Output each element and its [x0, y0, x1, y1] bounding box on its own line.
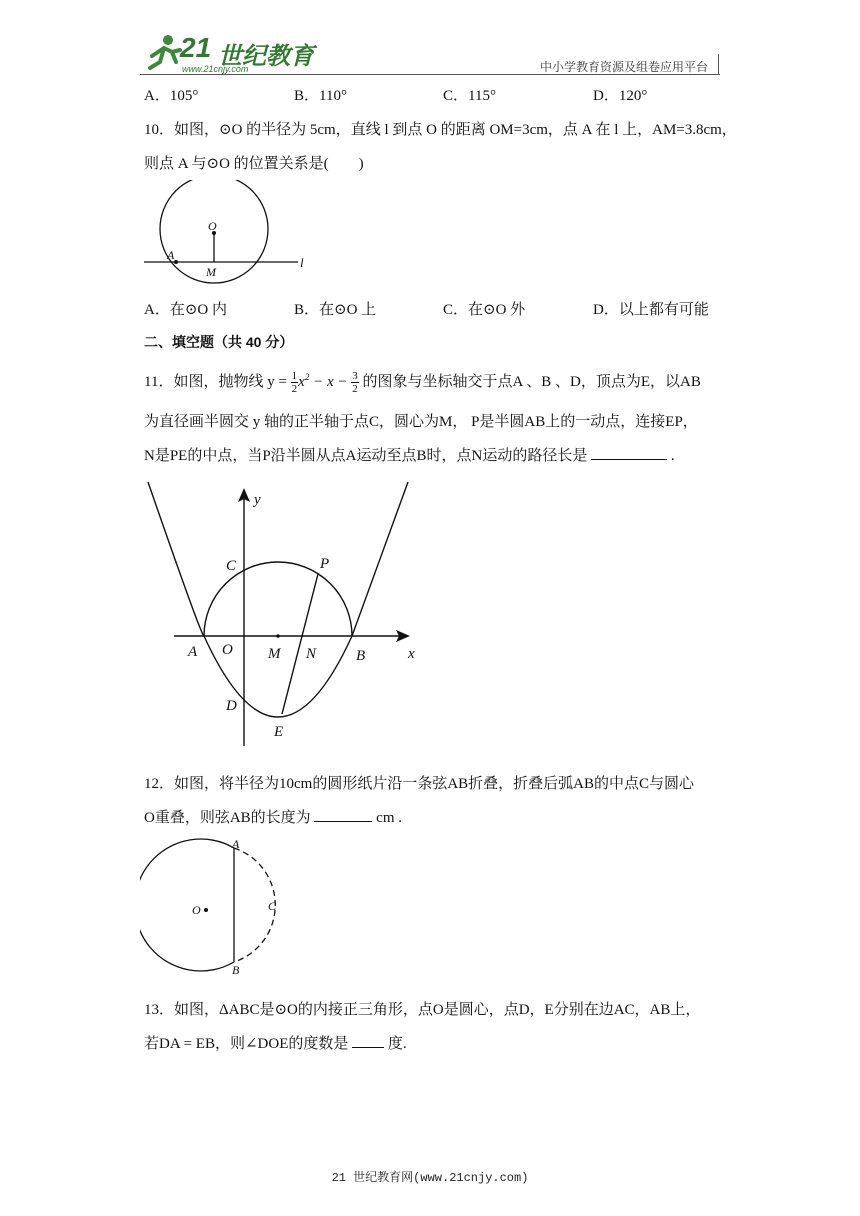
q13-answer-blank	[352, 1033, 384, 1048]
q11-label-y: y	[254, 492, 261, 508]
q10-label-o: O	[208, 219, 217, 233]
logo-number: 21	[180, 32, 212, 63]
q12-label-c: C	[268, 899, 277, 913]
section-heading: 二、填空题（共 40 分）	[144, 334, 294, 350]
q11-line-3-end: .	[670, 448, 675, 464]
q12-line-2	[144, 806, 402, 827]
q11-label-n: N	[306, 646, 317, 662]
logo-url: www.21cnjy.com	[182, 64, 249, 74]
q13-line-2	[144, 1032, 407, 1053]
q11-point-m	[276, 634, 280, 638]
q12-label-a: A	[232, 838, 240, 851]
q9-option-d: D．120°	[593, 88, 648, 104]
q10-label-l: l	[300, 255, 304, 270]
q12-major-arc	[140, 839, 234, 971]
q10-line-2: 则点 A 与⊙O 的位置关系是( )	[144, 156, 364, 172]
q11-line-3-text: N是PE的中点，当P沿半圆从点A运动至点B时，点N运动的路径长是	[144, 448, 588, 464]
header	[140, 30, 720, 78]
header-divider	[140, 74, 720, 75]
q12-figure	[140, 838, 290, 978]
q10-option-b: B．在⊙O 上	[294, 302, 377, 318]
q10-point-a	[174, 260, 178, 264]
q11-label-d: D	[226, 698, 237, 714]
q11-line-1	[144, 370, 701, 395]
q11-line-3	[144, 444, 675, 465]
q13-line-2-pre: 若DA = EB，则∠DOE的度数是	[144, 1036, 349, 1052]
q12-label-b: B	[232, 963, 240, 977]
runner-logo-icon	[146, 34, 182, 74]
q11-line-2: 为直径画半圆交 y 轴的正半轴于点C，圆心为M， P是半圆AB上的一动点，连接EP，	[144, 414, 698, 430]
q10-option-a: A．在⊙O 内	[144, 302, 227, 318]
header-divider-tick	[718, 54, 719, 74]
q11-label-e: E	[274, 724, 284, 740]
q11-figure	[140, 478, 430, 750]
q10-option-c: C．在⊙O 外	[443, 302, 526, 318]
q10-figure	[140, 180, 320, 286]
q12-line-1: 12．如图，将半径为10cm的圆形纸片沿一条弦AB折叠，折叠后弧AB的中点C与圆心	[144, 776, 695, 792]
platform-name: 中小学教育资源及组卷应用平台	[539, 60, 708, 74]
q11-line-1-post: 的图象与坐标轴交于点A 、B 、D，顶点为E，以AB	[362, 374, 701, 390]
q11-line-1-pre: 11．如图，抛物线 y =	[144, 374, 291, 390]
q9-option-b: B．110°	[294, 88, 347, 104]
q9-option-c: C．115°	[443, 88, 496, 104]
q11-label-b: B	[356, 648, 366, 664]
q12-answer-blank	[314, 807, 372, 822]
q12-label-o: O	[192, 903, 201, 917]
q10-label-m: M	[206, 265, 216, 279]
footer: 21 世纪教育网(www.21cnjy.com)	[331, 1171, 529, 1185]
q13-line-2-post: 度.	[387, 1036, 407, 1052]
q11-label-a: A	[188, 644, 198, 660]
q12-line-2-post: cm .	[376, 810, 402, 826]
q9-option-a: A．105°	[144, 88, 199, 104]
q13-line-1: 13．如图，ΔABC是⊙O的内接正三角形，点O是圆心，点D，E分别在边AC，AB上，	[144, 1002, 701, 1018]
q11-label-c: C	[226, 558, 237, 574]
q11-label-x: x	[408, 646, 415, 662]
logo-text: 世纪教育	[218, 43, 314, 70]
q12-line-2-pre: O重叠，则弦AB的长度为	[144, 810, 311, 826]
q11-parabola	[148, 482, 408, 717]
q11-label-o: O	[222, 642, 233, 658]
q11-formula: $\frac{1}{2}$ $x^2 - x$ − $\frac{3}{2}$	[291, 370, 358, 396]
q10-option-d: D．以上都有可能	[593, 302, 709, 318]
q10-line-1: 10．如图，⊙O 的半径为 5cm，直线 l 到点 O 的距离 OM=3cm，点 A 在 l 上，AM=3.8cm，	[144, 122, 737, 138]
q11-label-p: P	[320, 556, 330, 572]
q11-segment-ep	[282, 574, 318, 714]
q10-label-a: A	[167, 248, 175, 262]
q12-point-o	[204, 908, 208, 912]
q11-answer-blank	[591, 445, 667, 460]
q11-label-m: M	[268, 646, 281, 662]
